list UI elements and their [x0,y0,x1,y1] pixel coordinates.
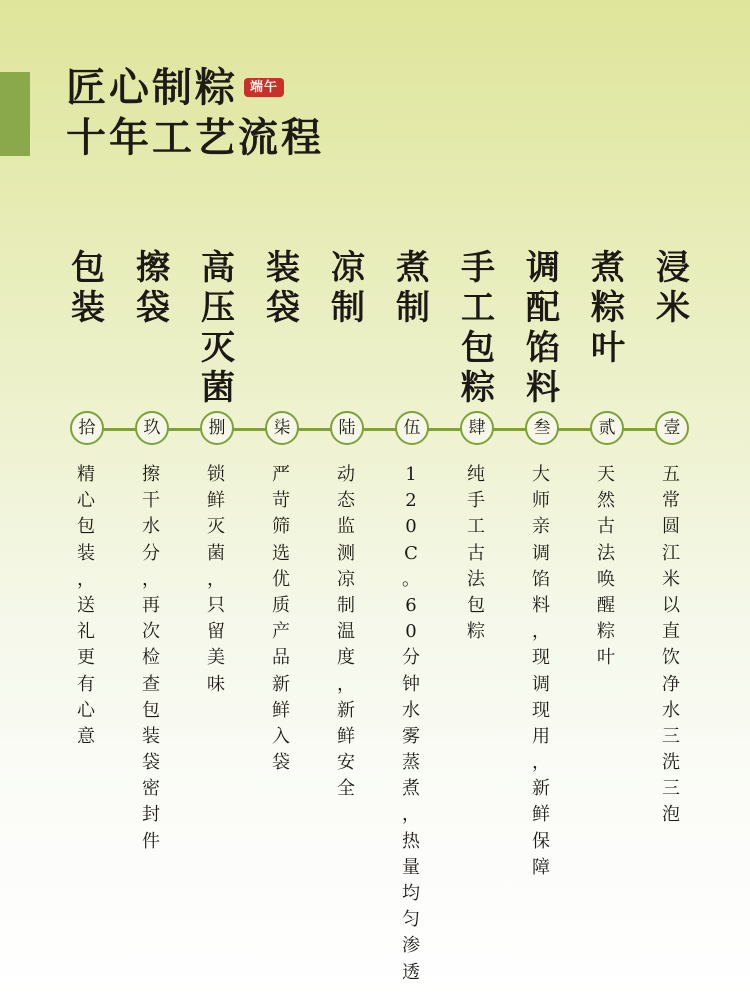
step-description: 动 态 监 测 凉 制 温 度 ， 新 鲜 安 全 [337,464,355,800]
step-description: 严 苛 筛 选 优 质 产 品 新 鲜 入 袋 [272,464,290,774]
step-number-badge: 肆 [460,411,494,445]
step-name: 包 装 [71,248,105,328]
step-name: 浸 米 [656,248,690,328]
step-number-badge: 壹 [655,411,689,445]
step-number-badge: 伍 [395,411,429,445]
step-description: 1 2 0 C 。 6 0 分 钟 水 雾 蒸 煮 ， 热 量 均 匀 渗 透 [402,464,420,983]
title-line-1 [66,64,324,111]
step-number-badge: 陆 [330,411,364,445]
title-line-2: 十年工艺流程 [66,114,324,161]
step-name: 调 配 馅 料 [526,248,560,408]
step-number-badge: 柒 [265,411,299,445]
step-name: 高 压 灭 菌 [201,248,235,408]
title-text-1: 匠心制粽 [66,64,238,111]
step-description: 纯 手 工 古 法 包 粽 [467,464,485,643]
duanwu-seal: 端午 [244,78,284,97]
step-number-badge: 贰 [590,411,624,445]
step-number-badge: 叁 [525,411,559,445]
step-description: 擦 干 水 分 ， 再 次 检 查 包 装 袋 密 封 件 [142,464,160,852]
step-name: 装 袋 [266,248,300,328]
step-description: 大 师 亲 调 馅 料 ， 现 调 现 用 ， 新 鲜 保 障 [532,464,550,878]
step-name: 擦 袋 [136,248,170,328]
step-name: 手 工 包 粽 [461,248,495,408]
step-description: 天 然 古 法 唤 醒 粽 叶 [597,464,615,669]
side-accent-bar [0,72,30,156]
step-name: 煮 制 [396,248,430,328]
step-description: 五 常 圆 江 米 以 直 饮 净 水 三 洗 三 泡 [662,464,680,826]
step-number-badge: 玖 [135,411,169,445]
step-number-badge: 捌 [200,411,234,445]
step-description: 精 心 包 装 ， 送 礼 更 有 心 意 [77,464,95,747]
process-timeline-line [85,428,672,431]
step-description: 锁 鲜 灭 菌 ， 只 留 美 味 [207,464,225,695]
step-name: 凉 制 [331,248,365,328]
step-name: 煮 粽 叶 [591,248,625,368]
page-title [66,64,324,161]
step-number-badge: 拾 [70,411,104,445]
